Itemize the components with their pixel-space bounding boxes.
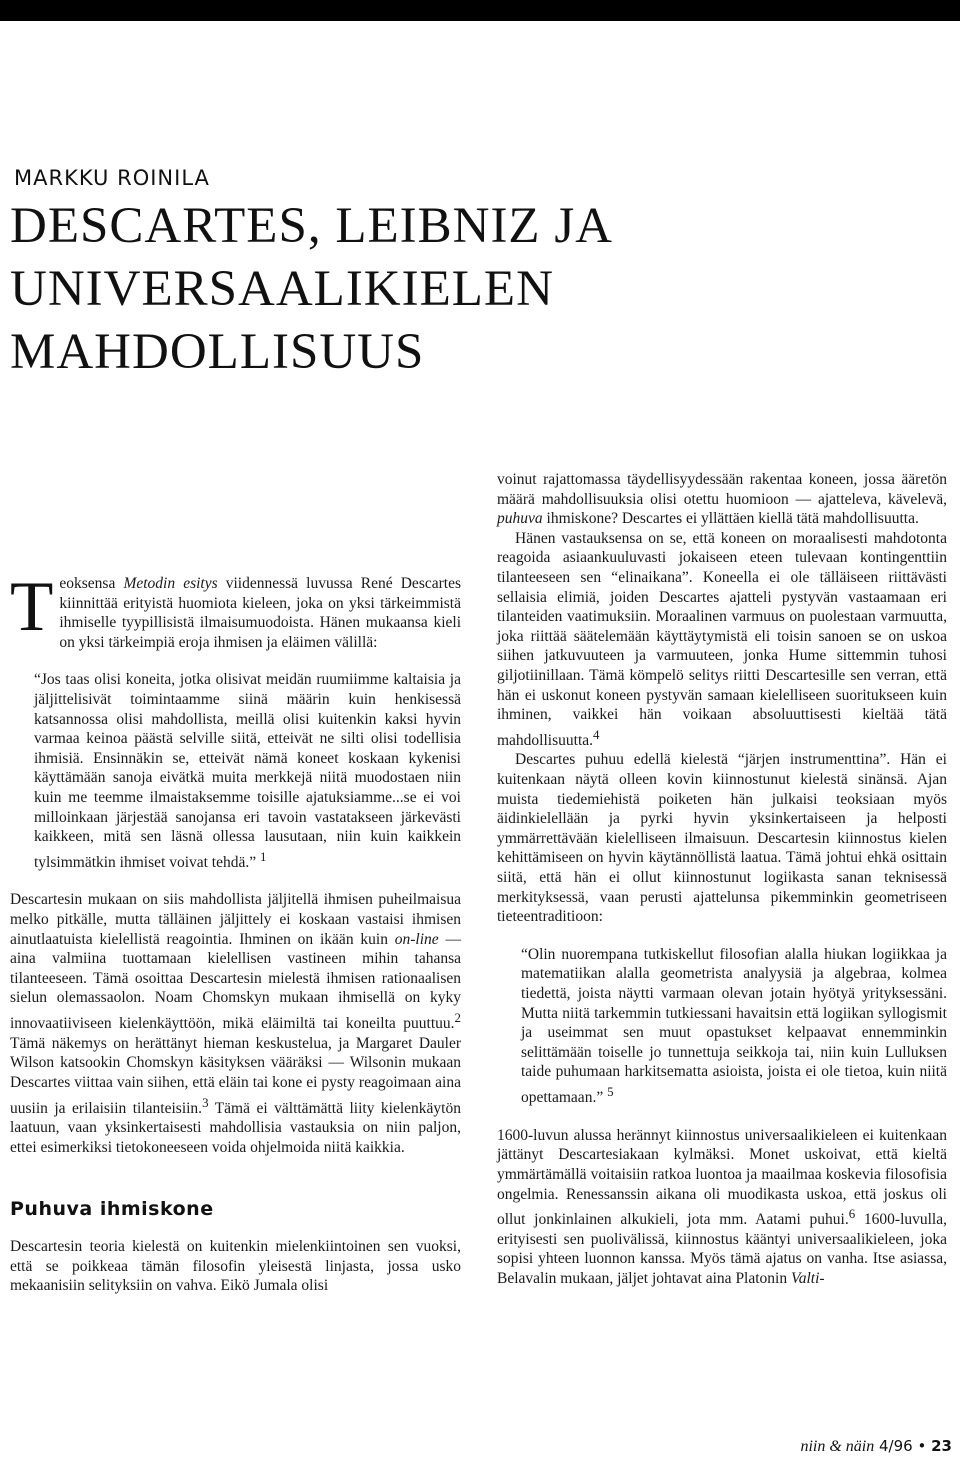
magazine-name: niin & näin [800,1438,875,1455]
quote-text: “Olin nuorempana tutkiskellut filosofian alalla hiukan logiikkaa ja matematiikan alalla geometrista analyysiä ja algebraa, kolmea tiedettä, joista näytti varmaan olevan jotain hyötyä yrityksessäni. Mutta niitä tarkemmin tutkiessani havaitsin että logiikan syllogismit ja useimmat sen muut opastukset kelpaavat ennemminkin selittämään toiselle jo tunnettuja seikkoja tai, niin kuin Lulluksen taide puhumaan harkitsematta asioista, joista ei ole tietoa, kuin niitä opettamaan.” [521,945,947,1107]
section-heading: Puhuva ihmiskone [10,1197,214,1220]
para-text: ihmiskone? Descartes ei yllättäen kiellä tätä mahdollisuutta. [542,510,919,528]
intro-text: eoksensa [59,575,124,592]
para-text: — aina valmiina tuottamaan kielellisen vastineen mihin tahansa tilanteeseen. Tämä osoittaa Descartesin mielestä ihmisen rationaalisen sielun olemassaolon. Noam Chomskyn mukaan ihmisellä on kyky innovaatiiviseen kielenkäyttöön, mikä eläimiltä tai koneilta puuttuu. [10,930,461,1033]
valti-italic: Valti- [791,1270,825,1288]
footnote-ref: 1 [260,848,267,864]
footer-bullet: • [917,1437,927,1455]
right-paragraph-1 [497,470,947,529]
intro-paragraph [10,568,461,652]
para-text: 1600-luvun alussa herännyt kiinnostus universaalikieleen ei kuitenkaan jättänyt Descartesiakaan kylmäksi. Monet uskoivat, että kieltä ymmärtämällä voitaisiin ratkoa luontoa ja maailmaa koskevia filosofisia ongelmia. Renessanssin aikana oli muodikasta uskoa, että joskus oli ollut jonkinlainen alkukieli, jota mm. Aatami puhui. [497,1126,947,1229]
para-text: Hänen vastauksensa on se, että koneen on moraalisesti mahdotonta reagoida asiaankuuluvasti jokaiseen eteen tulevaan kontingenttiin tilanteeseen sen “elinaikana”. Koneella ei ole tälläiseen riittävästi sellaisia elimiä, joiden Descartes ajatteli pystyvän vastaamaan eri tilanteiden vaatimuksiin. Moraalinen varmuus on puolestaan varmuutta, joka riittää säätelemään käyttäytymistä eli toisin sanoen se on uskoa siihen jatkuvuuteen ja varmuuteen, jonka Hume sittemmin tuhosi giljotiinillaan. Tämä kömpelö selitys riitti Descartesille sen verran, että hän ei uskonut koneen pystyvän samaan kielelliseen suoritukseen kuin ihminen, vaikkei hän voikaan absoluuttisesti kieltää tätä mahdollisuutta. [497,529,947,749]
book-title-italic: Metodin esitys [123,575,218,592]
para-text: Descartesin mukaan on siis mahdollista jäljitellä ihmisen puheilmaisua melko pitkälle, mutta tälläinen jäljittely ei koskaan vastaisi ihmisen ainutlaatuista kielellistä reagointia. Ihminen on ikään kuin [10,891,461,948]
author-name: MARKKU ROINILA [14,166,210,190]
para-text: voinut rajattomassa täydellisyydessään rakentaa koneen, jossa ääretön määrä mahdollisuuksia olisi otettu huomioon — ajatteleva, kävelevä, [497,471,947,508]
footnote-ref: 3 [202,1094,209,1110]
footnote-ref: 4 [593,726,600,742]
right-paragraph-3: Descartes puhuu edellä kielestä “järjen instrumenttina”. Hän ei kuitenkaan näytä olleen kovin kiinnostunut kielestä sinänsä. Ajan muista tiedemiehistä poiketen hän julkaisi teoksiaan myös äidinkielellään ja pyrki hyvin yksinkertaiseen ja helposti ymmärrettävään kielelliseen ilmaisuun. Descartesin kiinnostus kielen kehittämiseen on hyvin käytännöllistä laatua. Tämä johtui ehkä osittain siitä, että hän ei ollut kiinnostunut logiikasta sanan teknisessä merkityksessä, vaan perusti ajattelunsa pikemminkin geometriseen tieteentraditioon: [497,751,947,926]
drop-cap: T [10,568,54,646]
page-number: 23 [931,1437,952,1455]
body-paragraph-3: Descartesin teoria kielestä on kuitenkin mielenkiintoinen sen vuoksi, että se poikkeaa tämän filosofin yleisestä linjasta, jossa usko mekaanisiin selityksiin on vahva. Eikö Jumala olisi [10,1238,461,1295]
para-text: 1600-luvulla, erityisesti sen puolivälissä, kiinnostus kääntyi universaalikieleen, joka sopisi yhteen luonnon kanssa. Myös tämä ajatus on vanha. Itse asiassa, Belavalin mukaan, jäljet johtavat aina Platonin [497,1211,947,1288]
quote-text: “Jos taas olisi koneita, jotka olisivat meidän ruumiimme kaltaisia ja jäljittelisivät toimintaamme siinä määrin kuin henkisessä katsannossa olisi mahdollista, meillä olisi kuitenkin kaksi hyvin varmaa keinoa päästä selville siitä, etteivät ne silti olisi todellisia ihmisiä. Ensinnäkin se, etteivät nämä koneet koskaan kykenisi käyttämään sanoja eivätkä muita merkkejä niitä muodostaen niin kuin me teemme ilmaistaksemme toisille ajatuksiamme...se ei voi milloinkaan järjestää sanojansa eri tavoin vastatakseen järkevästi kaikkeen, mitä sen läsnä ollessa lausutaan, niin kuin kaikkein tylsimmätkin ihmiset voivat tehdä.” [34,671,461,871]
para-text: Tämä näkemys on herättänyt hieman keskustelua, ja Margaret Dauler Wilson katsookin Chomskyn käsityksen vääräksi — Wilsonin mukaan Descartes viittaa vain siihen, että eläin tai kone ei pysty reagoimaan aina uusiin ja erilaisiin tilanteisiin. [10,1034,461,1117]
quote-descartes-2 [521,945,947,1108]
quote-descartes-1 [34,670,461,872]
article-title: DESCARTES, LEIBNIZ JA UNIVERSAALIKIELEN MAHDOLLISUUS [10,198,614,380]
footnote-ref: 5 [607,1083,614,1099]
body-paragraph-2 [10,890,461,1157]
right-paragraph-4 [497,1126,947,1289]
right-column [497,470,947,1289]
on-line-italic: on-line [394,930,439,948]
left-column [10,568,461,1296]
intro-text-cont: viidennessä luvussa René Descartes kiinnittää erityistä huomiota kieleen, joka on yksi tärkeimmistä ihmiselle tyypillisistä ilmaisumuodoista. Hänen mukaansa kieli on yksi tärkeimpiä eroja ihmisen ja eläimen välillä: [59,575,461,651]
puhuva-italic: puhuva [497,510,543,528]
footnote-ref: 6 [848,1206,856,1222]
footnote-ref: 2 [454,1010,461,1026]
page-footer [800,1437,952,1456]
para-text: Tämä ei välttämättä liity kielenkäytön laatuun, vaan yksinkertaisesti mahdollisia vastauksia on niin paljon, ettei esimerkiksi tietokoneeseen voida ohjelmoida niitä kaikkia. [10,1099,461,1156]
issue-number: 4/96 [879,1437,913,1455]
right-paragraph-2 [497,529,947,751]
top-black-bar [0,0,960,21]
